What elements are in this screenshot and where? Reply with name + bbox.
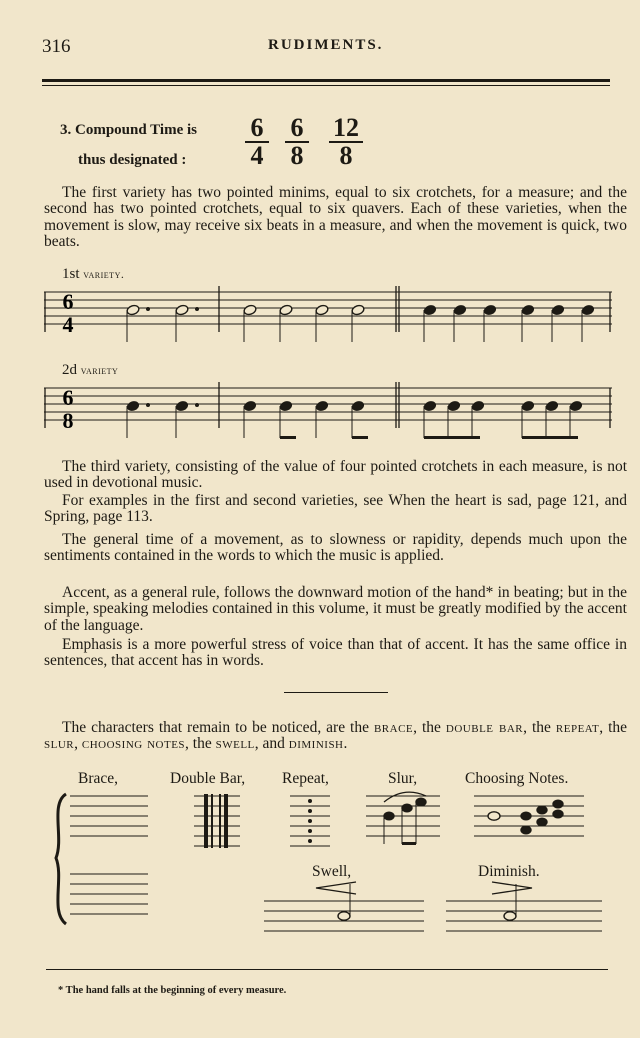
swell-symbol [264, 882, 424, 931]
time-sig-top: 6 [62, 385, 74, 410]
label-repeat: Repeat, [282, 770, 329, 787]
paragraph-varieties: The first variety has two pointed minims, equal to six crotchets, for a measure; and the second has two pointed crotchets, equal to six quavers. Each of these varieties, when the movement is slow, may receive six beats in a measure, and when the movement is quick, two beats. [44, 184, 627, 251]
header-rule [42, 79, 610, 82]
variety-2-label [62, 362, 118, 379]
term-diminish: diminish [288, 735, 344, 753]
term-double-bar: double bar [445, 719, 524, 736]
label-double-bar: Double Bar, [170, 770, 246, 787]
chars-text: . [343, 735, 348, 753]
chars-text: , the [413, 719, 446, 736]
paragraph-examples: For examples in the first and second varieties, see When the heart is sad, page 121, and Spring, page 113. [44, 492, 627, 526]
label-diminish: Diminish. [478, 863, 540, 880]
header-rule-thin [42, 85, 610, 86]
footnote-rule [46, 969, 608, 970]
term-slur: slur [44, 735, 75, 753]
paragraph-accent: Accent, as a general rule, follows the downward motion of the hand* in beating; but in the simple, speaking melodies contained in this volume, it must be greatly modified by the accent of the language. [44, 584, 627, 634]
term-repeat: repeat [555, 719, 600, 736]
time-sig-top: 6 [290, 113, 304, 142]
chars-text: , the [185, 735, 216, 753]
running-title: RUDIMENTS. [268, 37, 384, 53]
compound-time-label: 3. Compound Time is [60, 122, 197, 138]
paragraph-emphasis: Emphasis is a more powerful stress of voice than that of accent. It has the same office in sentences, that accent has in words. [44, 636, 627, 670]
chars-text: , the [599, 719, 628, 736]
label-swell: Swell, [312, 863, 352, 880]
footnote: * The hand falls at the beginning of every measure. [58, 985, 287, 996]
variety-1-num: 1st [62, 266, 80, 282]
time-signature-6-8 [282, 115, 312, 169]
variety-2-num: 2d [62, 362, 77, 378]
term-swell: swell [215, 735, 255, 753]
label-choosing-notes: Choosing Notes. [465, 770, 569, 787]
repeat-symbol [290, 796, 330, 846]
slur-symbol [366, 792, 440, 845]
time-sig-top: 12 [333, 113, 359, 142]
choosing-notes-symbol [474, 796, 584, 836]
paragraph-characters [44, 720, 627, 753]
time-sig-top: 6 [62, 289, 74, 314]
double-bar-symbol [194, 794, 240, 848]
variety-2-staff [44, 382, 614, 446]
time-sig-bottom: 4 [250, 141, 264, 170]
time-signature-12-8 [326, 115, 366, 169]
brace-symbol [56, 794, 148, 924]
variety-1-word: variety. [83, 267, 125, 281]
time-sig-bottom: 8 [62, 408, 74, 433]
chars-text: , and [254, 735, 289, 753]
term-choosing-notes: choosing notes [81, 735, 186, 753]
chars-text: , [74, 735, 82, 753]
paragraph-general-time: The general time of a movement, as to slowness or rapidity, depends much upon the sentiments contained in the words to which the music is applied. [44, 531, 627, 565]
time-sig-bottom: 4 [62, 312, 74, 337]
time-signature-6-4 [242, 115, 272, 169]
section-divider [284, 692, 388, 693]
time-sig-bottom: 8 [290, 141, 304, 170]
term-brace: brace [373, 719, 414, 736]
variety-1-staff [44, 286, 614, 346]
diminish-symbol [446, 882, 602, 931]
measure-1-notes [126, 304, 199, 342]
time-sig-top: 6 [250, 113, 264, 142]
measure-1-notes [126, 400, 199, 438]
label-brace: Brace, [78, 770, 119, 787]
time-sig-bottom: 8 [339, 141, 353, 170]
paragraph-third-variety: The third variety, consisting of the value of four pointed crotchets in each measure, is not used in devotional music. [44, 458, 627, 492]
measure-3-notes [423, 304, 594, 342]
page-number: 316 [42, 36, 71, 57]
measure-2-notes [243, 304, 365, 342]
chars-text: , the [523, 719, 556, 736]
compound-time-label-2: thus designated : [78, 152, 187, 168]
variety-2-word: variety [80, 363, 119, 377]
label-slur: Slur, [388, 770, 418, 787]
chars-text: The characters that remain to be noticed, are the [62, 719, 374, 736]
characters-illustration [44, 788, 614, 938]
variety-1-label [62, 266, 124, 283]
